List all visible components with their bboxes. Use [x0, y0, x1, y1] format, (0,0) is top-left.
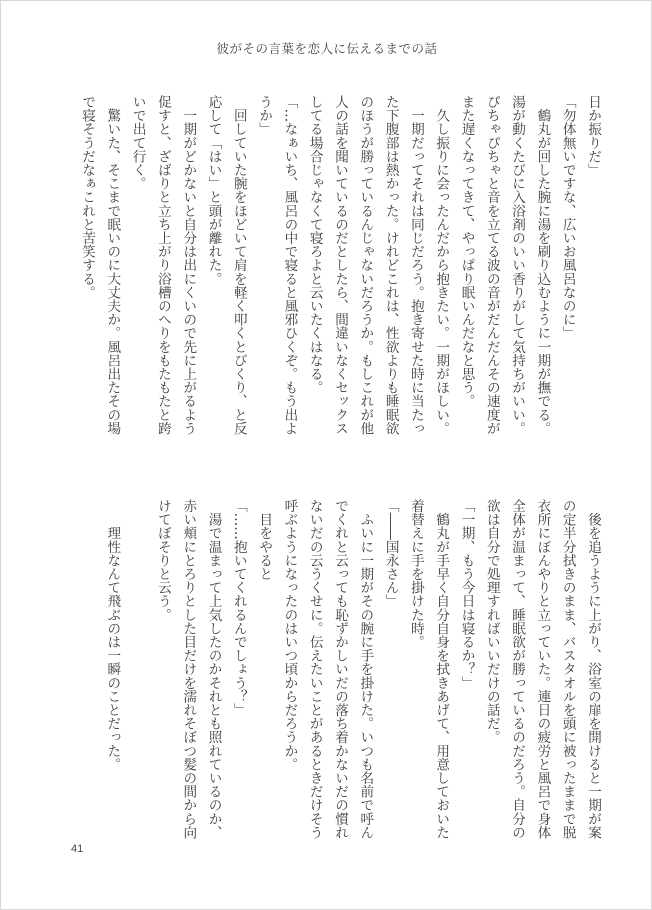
text-line: けてぼそりと云う。 — [154, 499, 171, 622]
text-line: 鶴丸が回した腕に湯を刷り込むように一期が撫でる。 — [534, 95, 551, 435]
text-line: ないだの云うくせに。伝えたいことがあるときだけそう — [306, 499, 323, 839]
text-line: 湯で温まって上気したのかそれとも照れているのか、 — [205, 499, 222, 839]
text-line: 回していた腕をほどいて肩を軽く叩くとびくり、と反 — [230, 95, 247, 435]
text-line: してる場合じゃなくて寝ろよと云いたくはなる。 — [306, 95, 323, 395]
text-line: 「一期、もう今日は寝るか？」 — [458, 499, 475, 690]
text-line: 後を追うように上がり、浴室の扉を開けると一期が案 — [585, 499, 601, 839]
text-line: 「……抱いてくれるんでしょう？」 — [230, 499, 247, 717]
text-line: 「勿体無いですな、広いお風呂なのに」 — [559, 95, 576, 340]
text-line: 目をやると — [256, 499, 273, 581]
text-line: 全体が温まって、睡眠欲が勝っているのだろう。自分の — [509, 499, 526, 839]
text-line: 呼ぶようになったのはいつ頃からだろうか。 — [281, 499, 298, 771]
text-line: 一期だってそれは同じだろう。抱き寄せた時に当たっ — [407, 95, 424, 435]
text-line: ふいに一期がその腕に手を掛けた。いつも名前で呼ん — [357, 499, 374, 839]
text-line: 驚いた、そこまで眠いのに大丈夫か。風呂出たその場 — [104, 95, 121, 435]
text-line: 一期がどかないと自分は出にくいので先に上がるよう — [180, 95, 197, 435]
text-line: 欲は自分で処理すればいいだけの話だ。 — [483, 499, 500, 744]
text-line: た下腹部は熱かった。けれどこれは、性欲よりも睡眠欲 — [382, 95, 399, 435]
text-line: 久し振りに会ったんだから抱きたい。一期がほしい。 — [433, 95, 450, 435]
text-line: また遅くなってきて、やっぱり眠いんだなと思う。 — [458, 95, 475, 408]
text-line: いで出て行く。 — [129, 95, 146, 191]
text-line: でくれと云っても恥ずかしいだの落ち着かないだの慣れ — [332, 499, 349, 839]
text-line: 「――国永さん」 — [382, 499, 399, 608]
text-line: 日か振りだ」 — [585, 95, 601, 177]
text-line: うか」 — [256, 95, 273, 136]
text-line: 湯が動くたびに入浴剤のいい香りがして気持ちがいい。 — [509, 95, 526, 435]
text-line: 人の話を聞いているのだとしたら、間違いなくセックス — [332, 95, 349, 435]
text-block-top — [74, 95, 605, 445]
text-line: ぴちゃぴちゃと音を立てる波の音がだんだんその速度が — [483, 95, 500, 435]
text-line: 促すと、ざばりと立ち上がり浴槽のへりをもたもたと跨 — [154, 95, 171, 435]
text-line — [124, 499, 149, 849]
text-line: の定半分拭きのまま、バスタオルを頭に被ったままで脱 — [559, 499, 576, 839]
text-line: 衣所にぼんやりと立っていた。連日の疲労と風呂で身体 — [534, 499, 551, 839]
text-block-bottom — [99, 499, 605, 849]
text-line: 赤い頬にとろりとした目だけを濡れそぼつ髪の間から向 — [180, 499, 197, 839]
text-line: のほうが勝っているんじゃないだろうか。もしこれが他 — [357, 95, 374, 435]
text-line: 理性なんて飛ぶのは一瞬のことだった。 — [104, 499, 121, 771]
text-line: で寝そうだなぁこれと苦笑する。 — [79, 95, 96, 299]
text-line: 鶴丸が手早く自分自身を拭きあげて、用意しておいた — [433, 499, 450, 839]
text-line: 応して「はい」と頭が離れた。 — [205, 95, 222, 286]
running-header-title: 彼がその言葉を恋人に伝えるまでの話 — [216, 41, 438, 56]
page-number: 41 — [71, 843, 84, 855]
text-line: 「…なぁいち、風呂の中で寝ると風邪ひくぞ。もう出よ — [281, 95, 298, 435]
text-line: 着替えに手を掛けた時。 — [407, 499, 424, 649]
